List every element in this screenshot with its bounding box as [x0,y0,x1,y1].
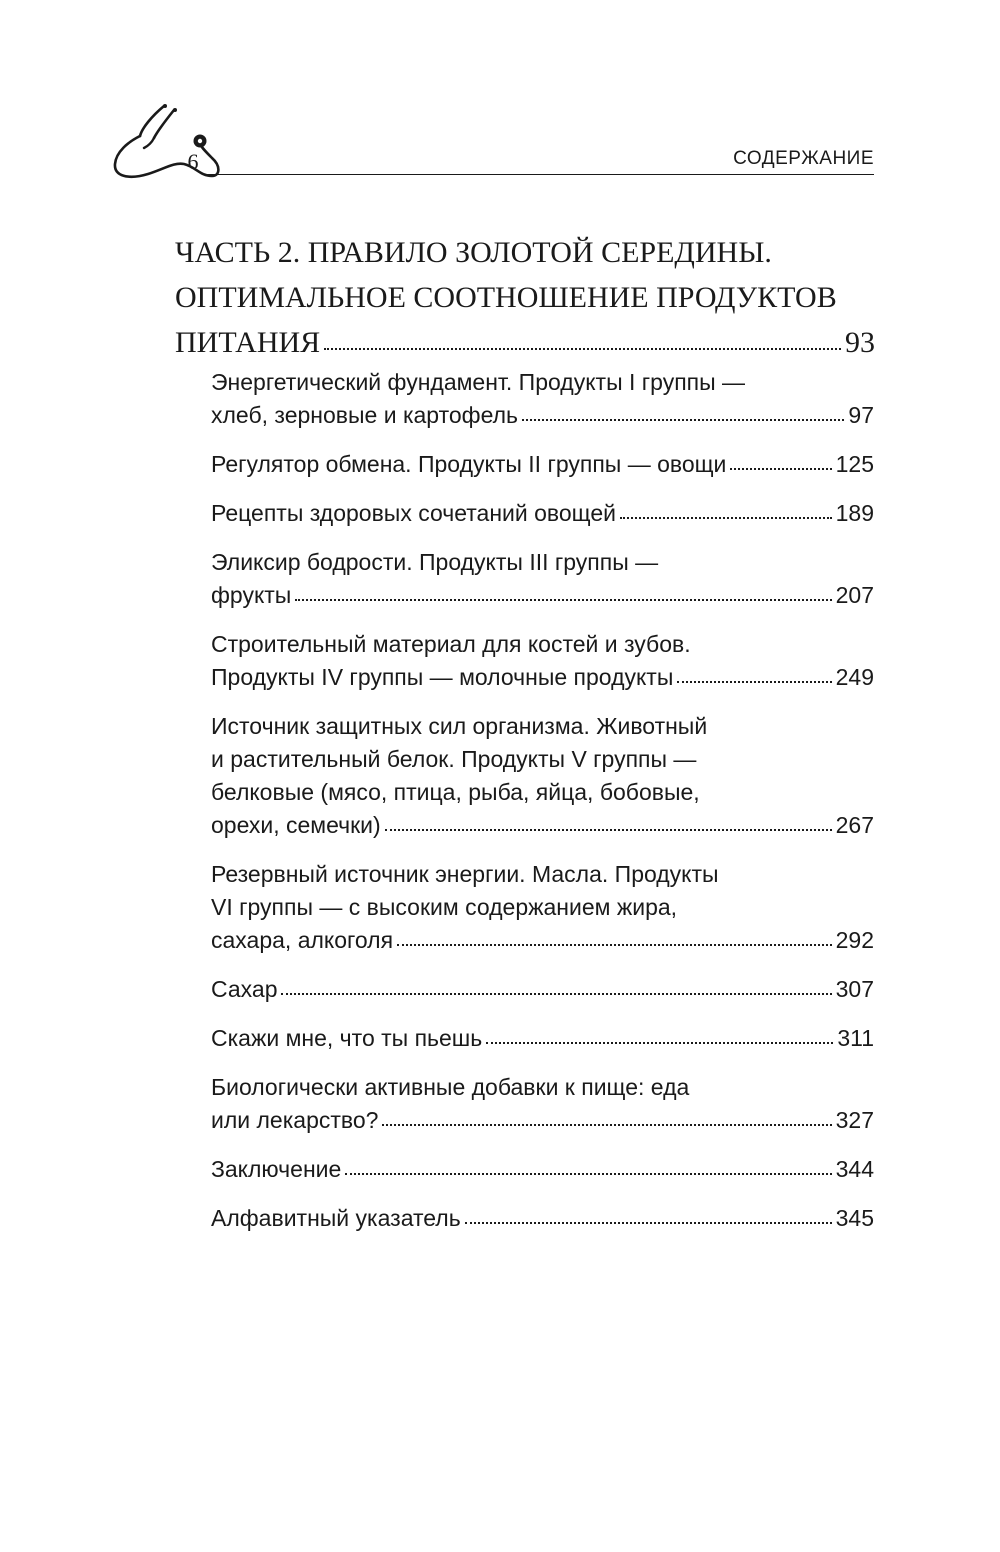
toc-page-number: 207 [835,582,874,608]
toc-entry-line: Регулятор обмена. Продукты II группы — овощи [211,451,727,477]
toc-entry[interactable] [211,858,874,957]
leader-dots [295,577,831,601]
toc-entry-last-line [211,809,874,842]
leader-dots [345,1151,831,1175]
toc-entry[interactable] [211,448,874,481]
part-heading-last-line [175,320,875,365]
toc-entry-line: белковые (мясо, птица, рыба, яйца, бобовые, [211,779,700,805]
toc-page-number: 292 [835,927,874,953]
toc-list [211,366,874,1251]
toc-entry[interactable] [211,1022,874,1055]
toc-entry-last-line [211,661,874,694]
toc-entry-line: Строительный материал для костей и зубов. [211,631,691,657]
page-number: 6 [187,149,199,174]
toc-entry[interactable] [211,1071,874,1137]
toc-entry-line: орехи, семечки) [211,812,381,838]
toc-page-number: 307 [835,976,874,1002]
toc-entry-line: или лекарство? [211,1107,379,1133]
stethoscope-icon [108,102,228,189]
toc-entry-last-line [211,1153,874,1186]
toc-page-number: 311 [837,1025,874,1051]
toc-entry-last-line [211,973,874,1006]
running-head: СОДЕРЖАНИЕ [733,148,874,169]
toc-page-number: 249 [835,664,874,690]
toc-entry-last-line [211,579,874,612]
toc-entry-line: Источник защитных сил организма. Животный [211,713,708,739]
leader-dots [677,659,831,683]
part-heading-line: ОПТИМАЛЬНОЕ СООТНОШЕНИЕ ПРОДУКТОВ [175,281,837,314]
toc-page-number: 344 [835,1156,874,1182]
toc-entry-last-line [211,1202,874,1235]
leader-dots [397,922,832,946]
toc-entry-line: фрукты [211,582,292,608]
leader-dots [522,397,844,421]
toc-entry[interactable] [211,710,874,842]
page-header [0,0,1000,200]
toc-entry-last-line [211,924,874,957]
toc-entry[interactable] [211,366,874,432]
toc-entry-line: сахара, алкоголя [211,927,394,953]
toc-entry[interactable] [211,497,874,530]
header-rule [206,174,874,175]
toc-page-number: 345 [835,1205,874,1231]
toc-entry-line: Заключение [211,1156,342,1182]
toc-entry-line: Скажи мне, что ты пьешь [211,1025,483,1051]
toc-entry[interactable] [211,973,874,1006]
toc-entry-line: и растительный белок. Продукты V группы — [211,746,697,772]
leader-dots [620,495,832,519]
toc-entry-line: Алфавитный указатель [211,1205,461,1231]
toc-page-number: 125 [835,451,874,477]
toc-entry-line: Сахар [211,976,278,1002]
toc-page-number: 189 [835,500,874,526]
part-heading [175,230,875,365]
toc-entry[interactable] [211,1153,874,1186]
toc-entry-line: Эликсир бодрости. Продукты III группы — [211,549,659,575]
toc-entry-line: VI группы — с высоким содержанием жира, [211,894,678,920]
toc-entry-line: хлеб, зерновые и картофель [211,402,519,428]
toc-page-number: 267 [835,812,874,838]
toc-entry-last-line [211,1104,874,1137]
toc-entry-last-line [211,399,874,432]
toc-entry[interactable] [211,1202,874,1235]
toc-entry-line: Резервный источник энергии. Масла. Продукты [211,861,719,887]
toc-entry[interactable] [211,546,874,612]
leader-dots [730,446,831,470]
toc-page-number: 327 [835,1107,874,1133]
toc-entry-line: Продукты IV группы — молочные продукты [211,664,674,690]
part-heading-line: ПИТАНИЯ [175,326,321,359]
part-page-number: 93 [845,326,875,359]
leader-dots [465,1200,832,1224]
toc-entry-last-line [211,448,874,481]
toc-entry[interactable] [211,628,874,694]
leader-dots [281,971,831,995]
part-heading-line: ЧАСТЬ 2. ПРАВИЛО ЗОЛОТОЙ СЕРЕДИНЫ. [175,236,772,269]
toc-entry-last-line [211,497,874,530]
toc-entry-line: Энергетический фундамент. Продукты I группы — [211,369,746,395]
leader-dots [382,1102,831,1126]
toc-entry-line: Рецепты здоровых сочетаний овощей [211,500,616,526]
toc-page-number: 97 [848,402,874,428]
toc-entry-last-line [211,1022,874,1055]
toc-entry-line: Биологически активные добавки к пище: еда [211,1074,690,1100]
leader-dots [486,1020,833,1044]
leader-dots [385,807,832,831]
leader-dots [324,320,841,351]
